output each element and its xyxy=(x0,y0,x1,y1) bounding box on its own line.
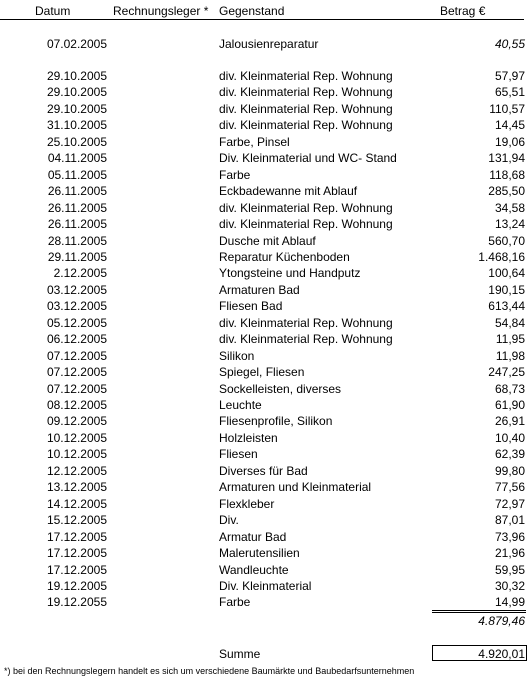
row-item: Leuchte xyxy=(219,398,262,412)
subtotal-value: 4.879,46 xyxy=(478,614,525,628)
row-item: Armaturen und Kleinmaterial xyxy=(219,480,372,494)
table-row xyxy=(0,249,529,265)
table-row xyxy=(0,216,529,232)
row-amount: 62,39 xyxy=(494,447,525,461)
table-row xyxy=(0,183,529,199)
column-header-gegenstand: Gegenstand xyxy=(219,4,285,18)
row-date: 14.12.2005 xyxy=(46,497,107,511)
table-row xyxy=(0,233,529,249)
row-date: 05.12.2005 xyxy=(46,316,107,330)
row-date: 07.12.2005 xyxy=(46,382,107,396)
row-amount: 61,90 xyxy=(494,398,525,412)
row-date: 15.12.2005 xyxy=(46,513,107,527)
row-amount: 87,01 xyxy=(494,513,525,527)
row-amount: 118,68 xyxy=(489,168,525,182)
table-row xyxy=(0,200,529,216)
row-date: 04.11.2005 xyxy=(47,151,107,165)
row-item: Wandleuchte xyxy=(219,563,289,577)
row-amount: 68,73 xyxy=(494,382,525,396)
row-item: div. Kleinmaterial Rep. Wohnung xyxy=(219,316,393,330)
row-date: 09.12.2005 xyxy=(46,414,107,428)
row-item: Silikon xyxy=(219,349,255,363)
row-item: Holzleisten xyxy=(219,431,278,445)
row-date: 10.12.2005 xyxy=(46,431,107,445)
row-amount: 59,95 xyxy=(494,563,525,577)
row-date: 2.12.2005 xyxy=(53,266,107,280)
row-date: 13.12.2005 xyxy=(46,480,107,494)
table-row xyxy=(0,578,529,594)
row-item: Farbe, Pinsel xyxy=(219,135,290,149)
row-amount: 13,24 xyxy=(494,217,525,231)
row-date: 19.12.2005 xyxy=(46,579,107,593)
table-row xyxy=(0,348,529,364)
row-date: 26.11.2005 xyxy=(47,184,107,198)
table-row xyxy=(0,594,529,610)
table-row xyxy=(0,167,529,183)
row-amount: 1.468,16 xyxy=(478,250,525,264)
table-row xyxy=(0,397,529,413)
header-underline xyxy=(0,19,524,20)
row-amount: 40,55 xyxy=(494,37,525,51)
table-row xyxy=(0,101,529,117)
row-item: div. Kleinmaterial Rep. Wohnung xyxy=(219,217,393,231)
table-row xyxy=(0,282,529,298)
table-row xyxy=(0,545,529,561)
table-row xyxy=(0,430,529,446)
total-box xyxy=(432,645,527,661)
subtotal-row xyxy=(0,613,529,629)
total-label: Summe xyxy=(219,647,261,661)
row-amount: 285,50 xyxy=(488,184,525,198)
column-header-rechnungsleger: Rechnungsleger * xyxy=(113,4,209,18)
table-row xyxy=(0,413,529,429)
row-date: 19.12.2055 xyxy=(46,595,107,609)
row-date: 29.10.2005 xyxy=(46,102,107,116)
row-item: Dusche mit Ablauf xyxy=(219,234,316,248)
row-amount: 10,40 xyxy=(494,431,525,445)
row-amount: 110,57 xyxy=(489,102,525,116)
table-row xyxy=(0,529,529,545)
row-date: 17.12.2005 xyxy=(46,546,107,560)
row-date: 05.11.2005 xyxy=(47,168,107,182)
row-item: Diverses für Bad xyxy=(219,464,308,478)
row-amount: 247,25 xyxy=(488,365,525,379)
row-item: div. Kleinmaterial Rep. Wohnung xyxy=(219,69,393,83)
table-row xyxy=(0,117,529,133)
row-amount: 11,95 xyxy=(495,332,525,346)
table-row xyxy=(0,68,529,84)
row-item: Div. Kleinmaterial und WC- Stand xyxy=(219,151,397,165)
row-date: 28.11.2005 xyxy=(47,234,107,248)
row-date: 06.12.2005 xyxy=(46,332,107,346)
row-amount: 99,80 xyxy=(494,464,525,478)
row-item: Flexkleber xyxy=(219,497,275,511)
row-amount: 14,45 xyxy=(494,118,525,132)
row-date: 29.11.2005 xyxy=(47,250,107,264)
row-date: 03.12.2005 xyxy=(46,283,107,297)
column-header-datum: Datum xyxy=(35,4,71,18)
row-amount: 19,06 xyxy=(494,135,525,149)
row-date: 08.12.2005 xyxy=(46,398,107,412)
row-amount: 190,15 xyxy=(488,283,525,297)
footnote: *) bei den Rechnungslegern handelt es sich um verschiedene Baumärkte und Baubedarfsunternehmen xyxy=(4,666,415,676)
row-date: 29.10.2005 xyxy=(46,69,107,83)
table-row xyxy=(0,463,529,479)
row-item: div. Kleinmaterial Rep. Wohnung xyxy=(219,201,393,215)
row-amount: 30,32 xyxy=(494,579,525,593)
table-row xyxy=(0,562,529,578)
row-item: Sockelleisten, diverses xyxy=(219,382,342,396)
row-date: 26.11.2005 xyxy=(47,201,107,215)
row-amount: 73,96 xyxy=(494,530,525,544)
table-row xyxy=(0,364,529,380)
row-amount: 131,94 xyxy=(488,151,525,165)
row-amount: 21,96 xyxy=(494,546,525,560)
row-item: Div. Kleinmaterial xyxy=(219,579,312,593)
table-row-first xyxy=(0,36,529,52)
row-amount: 11,98 xyxy=(495,349,525,363)
row-date: 25.10.2005 xyxy=(46,135,107,149)
row-item: Armatur Bad xyxy=(219,530,287,544)
row-amount: 77,56 xyxy=(494,480,525,494)
row-amount: 54,84 xyxy=(494,316,525,330)
row-amount: 34,58 xyxy=(494,201,525,215)
row-date: 17.12.2005 xyxy=(46,530,107,544)
row-item: Fliesen xyxy=(219,447,258,461)
table-row xyxy=(0,331,529,347)
subtotal-rule xyxy=(432,610,526,611)
row-date: 17.12.2005 xyxy=(46,563,107,577)
table-row xyxy=(0,479,529,495)
total-value: 4.920,01 xyxy=(478,647,525,661)
table-row xyxy=(0,134,529,150)
row-item: Jalousienreparatur xyxy=(219,37,319,51)
table-row xyxy=(0,496,529,512)
row-amount: 72,97 xyxy=(494,497,525,511)
row-item: Ytongsteine und Handputz xyxy=(219,266,361,280)
row-date: 07.02.2005 xyxy=(46,37,107,51)
row-amount: 613,44 xyxy=(488,299,525,313)
table-row xyxy=(0,84,529,100)
row-amount: 560,70 xyxy=(488,234,525,248)
row-item: Div. xyxy=(219,513,239,527)
row-item: Farbe xyxy=(219,595,251,609)
row-item: Fliesenprofile, Silikon xyxy=(219,414,333,428)
row-amount: 100,64 xyxy=(488,266,525,280)
row-date: 29.10.2005 xyxy=(46,85,107,99)
row-amount: 57,97 xyxy=(494,69,525,83)
table-row xyxy=(0,150,529,166)
row-amount: 65,51 xyxy=(494,85,525,99)
table-row xyxy=(0,381,529,397)
row-item: Reparatur Küchenboden xyxy=(219,250,350,264)
row-date: 10.12.2005 xyxy=(46,447,107,461)
row-item: Eckbadewanne mit Ablauf xyxy=(219,184,358,198)
table-row xyxy=(0,298,529,314)
row-date: 07.12.2005 xyxy=(46,349,107,363)
table-row xyxy=(0,512,529,528)
row-item: Armaturen Bad xyxy=(219,283,300,297)
row-amount: 26,91 xyxy=(494,414,525,428)
row-item: Fliesen Bad xyxy=(219,299,283,313)
row-item: div. Kleinmaterial Rep. Wohnung xyxy=(219,102,393,116)
table-row xyxy=(0,446,529,462)
row-item: Spiegel, Fliesen xyxy=(219,365,305,379)
table-row xyxy=(0,315,529,331)
row-item: Farbe xyxy=(219,168,251,182)
row-item: Malerutensilien xyxy=(219,546,300,560)
row-date: 03.12.2005 xyxy=(46,299,107,313)
row-item: div. Kleinmaterial Rep. Wohnung xyxy=(219,118,393,132)
row-date: 07.12.2005 xyxy=(46,365,107,379)
row-item: div. Kleinmaterial Rep. Wohnung xyxy=(219,332,393,346)
row-date: 26.11.2005 xyxy=(47,217,107,231)
column-header-betrag: Betrag € xyxy=(440,4,486,18)
row-item: div. Kleinmaterial Rep. Wohnung xyxy=(219,85,393,99)
row-date: 12.12.2005 xyxy=(46,464,107,478)
row-amount: 14,99 xyxy=(494,595,525,609)
table-row xyxy=(0,265,529,281)
row-date: 31.10.2005 xyxy=(46,118,107,132)
